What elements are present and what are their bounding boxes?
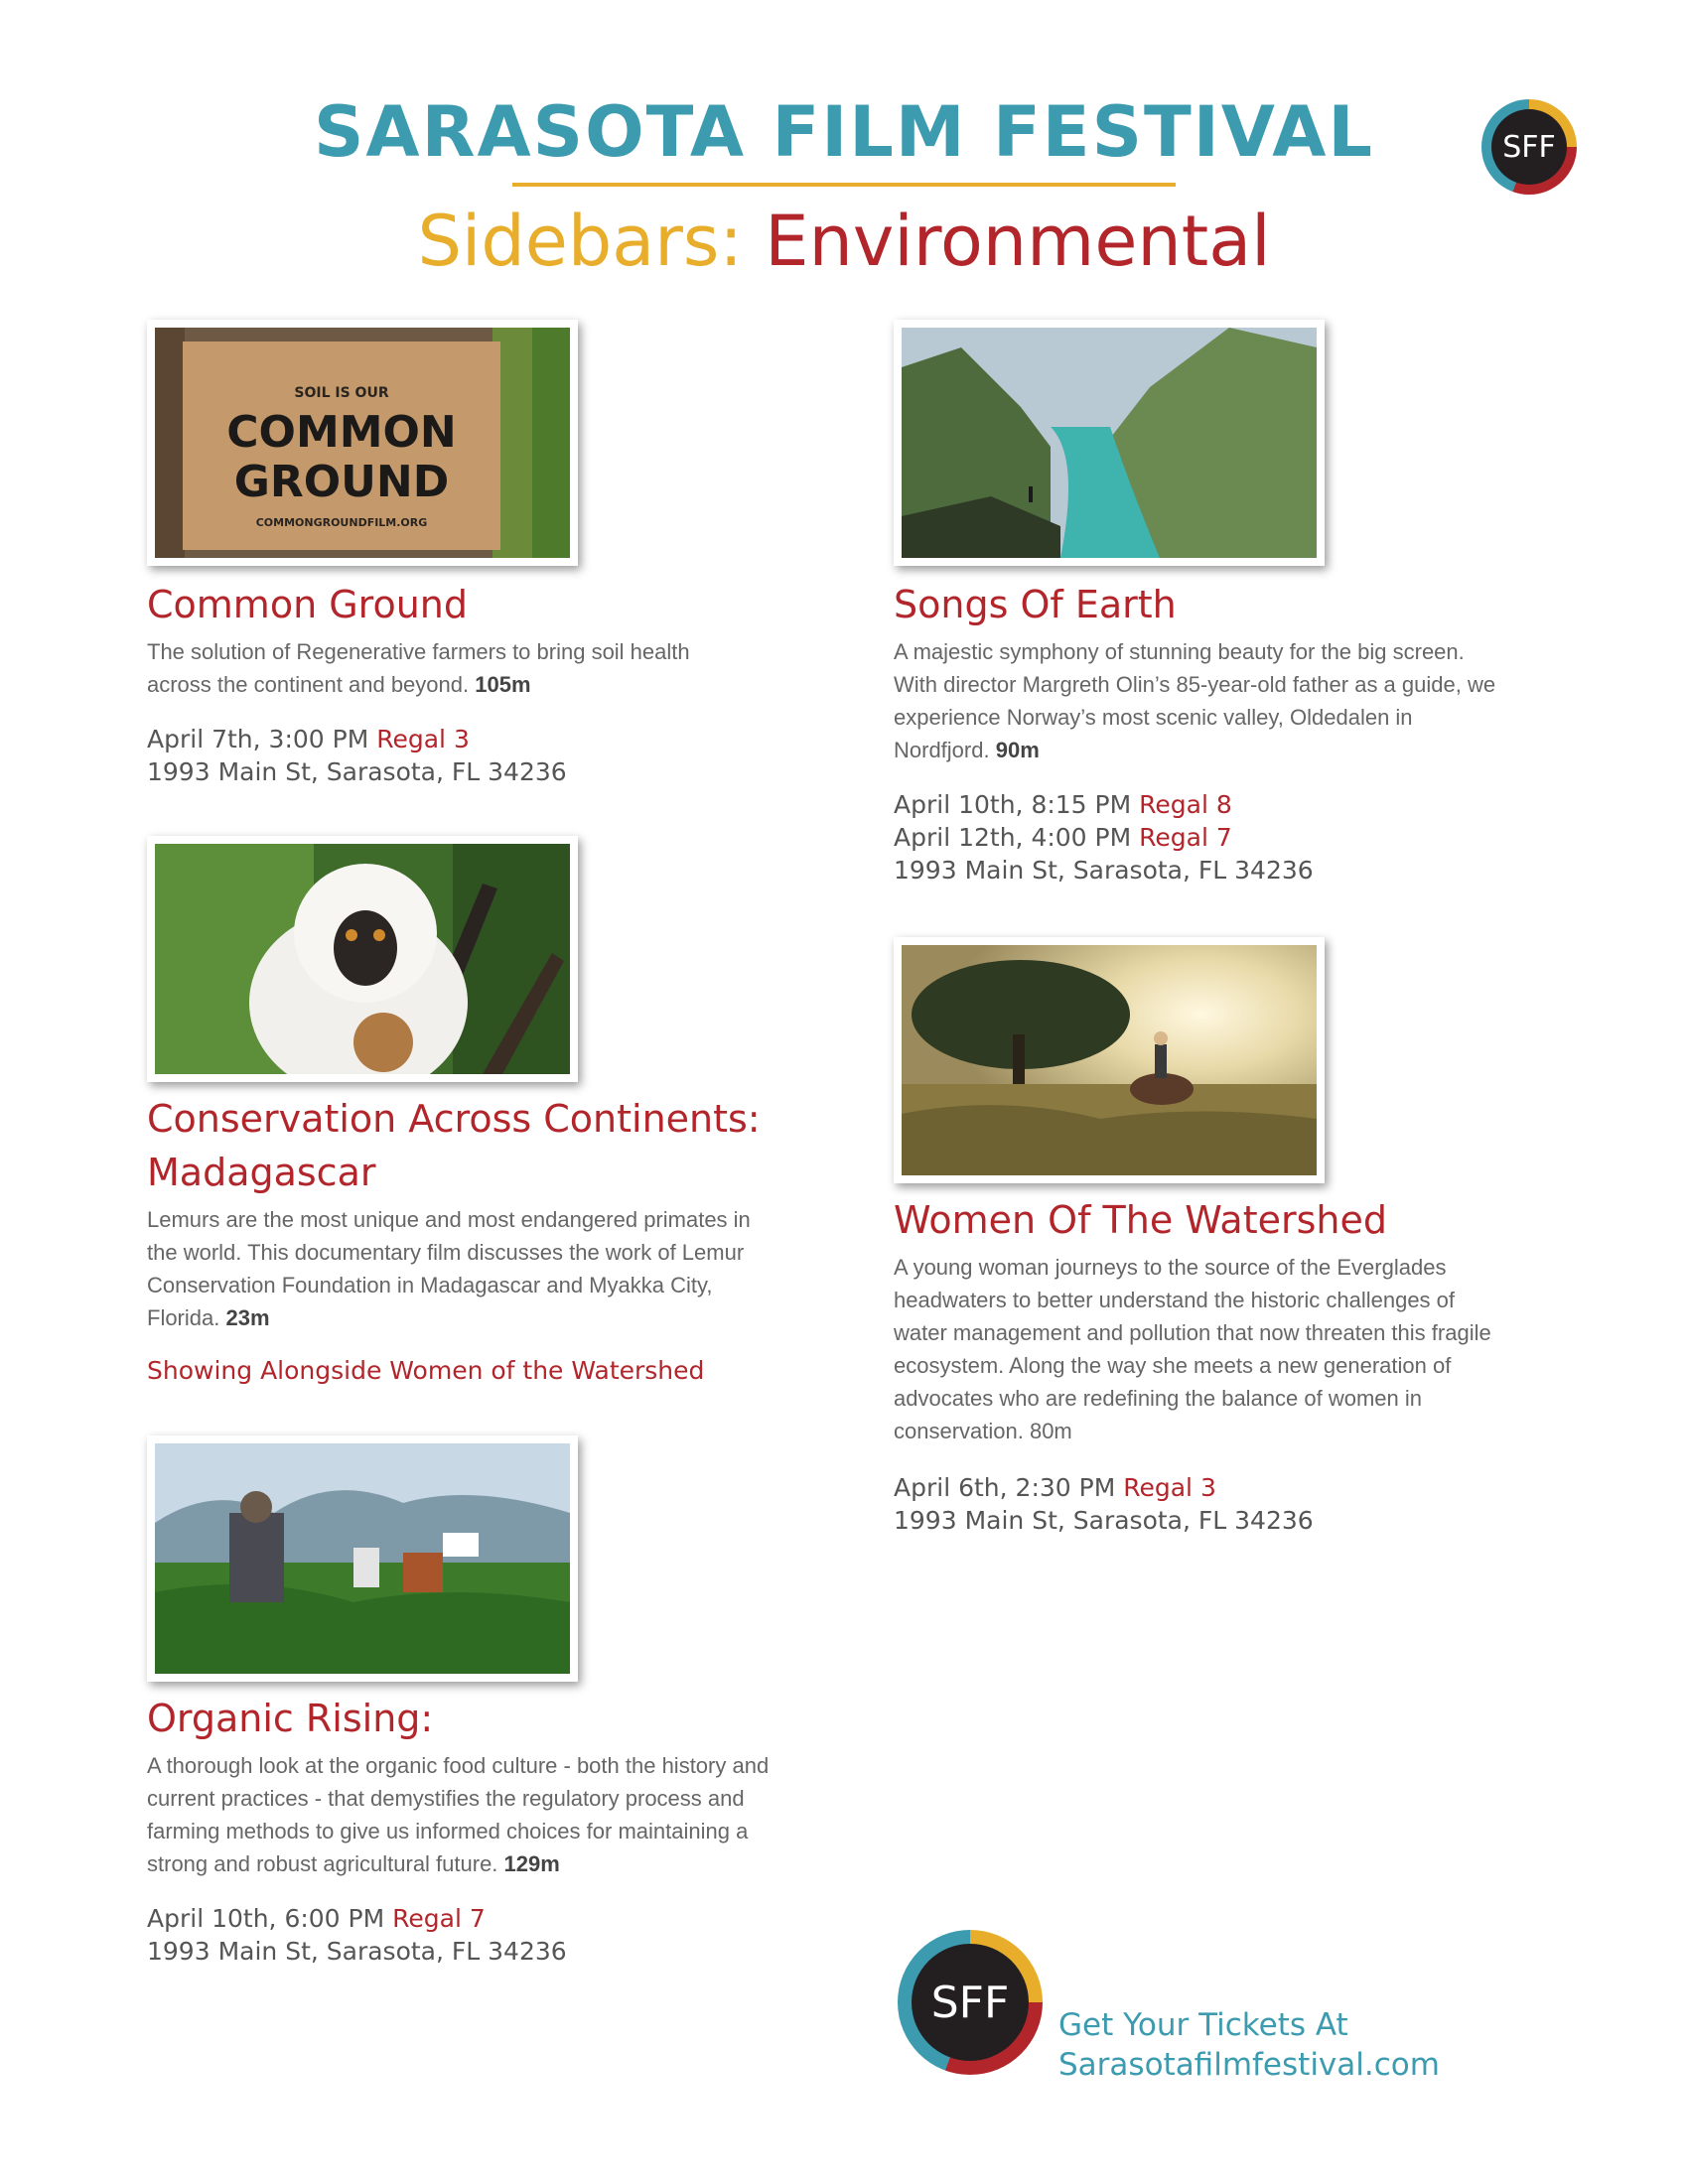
venue: Regal 3: [1123, 1473, 1216, 1502]
women-watershed-title: Women Of The Watershed: [894, 1198, 1387, 1242]
festival-website-link[interactable]: Sarasotafilmfestival.com: [1058, 2047, 1440, 2083]
common-ground-image-line2: GROUND: [233, 457, 450, 507]
lemur-photo: [147, 836, 578, 1082]
address: 1993 Main St, Sarasota, FL 34236: [147, 757, 567, 786]
organic-rising-showtimes: [147, 1902, 567, 1968]
conservation-title-line1: Conservation Across Continents:: [147, 1097, 761, 1141]
logo-text: SFF: [1491, 109, 1567, 185]
conservation-runtime: 23m: [225, 1305, 270, 1330]
conservation-note: Showing Alongside Women of the Watershed: [147, 1356, 705, 1385]
common-ground-description: The solution of Regenerative farmers to bring soil health across the continent and beyond. 105m: [147, 639, 690, 697]
women-watershed-showtimes: [894, 1471, 1314, 1537]
address: 1993 Main St, Sarasota, FL 34236: [894, 856, 1314, 885]
showtime-row: April 10th, 6:00 PM Regal 7: [147, 1904, 486, 1933]
songs-of-earth-runtime: 90m: [995, 738, 1040, 762]
logo-text: SFF: [912, 1944, 1029, 2061]
venue: Regal 8: [1139, 790, 1232, 819]
page-subtitle: [0, 201, 1688, 282]
subtitle-prefix: Sidebars:: [417, 201, 743, 282]
tickets-line1: Get Your Tickets At: [1058, 2007, 1348, 2043]
organic-rising-description: A thorough look at the organic food culture - both the history and current practices - that demystifies the regulatory process and farming methods to give us informed choices for maintaining a strong and robust agricultural future. 129m: [147, 1753, 770, 1876]
venue: Regal 7: [1139, 823, 1232, 852]
organic-rising-title: Organic Rising:: [147, 1697, 434, 1740]
women-watershed-photo: [894, 937, 1325, 1183]
sff-logo-top: [1481, 99, 1577, 195]
organic-rising-photo: [147, 1435, 578, 1682]
common-ground-image-top: SOIL IS OUR: [294, 385, 389, 401]
address: 1993 Main St, Sarasota, FL 34236: [894, 1506, 1314, 1535]
common-ground-runtime: 105m: [475, 672, 531, 697]
subtitle-topic: Environmental: [765, 201, 1271, 282]
songs-of-earth-photo: [894, 320, 1325, 566]
common-ground-photo: [147, 320, 578, 566]
showtime-row: April 7th, 3:00 PM Regal 3: [147, 725, 470, 753]
venue: Regal 3: [376, 725, 470, 753]
women-watershed-description: A young woman journeys to the source of the Everglades headwaters to better understand the historic challenges of water management and pollution that now threaten this fragile ecosystem. Along the way she meets a new generation of advocates who are redefining the balance of women in conservation. 80m: [894, 1255, 1491, 1443]
showtime-row: April 6th, 2:30 PM Regal 3: [894, 1473, 1216, 1502]
tickets-callout: [1058, 2005, 1440, 2085]
songs-of-earth-title: Songs Of Earth: [894, 583, 1177, 626]
songs-of-earth-description: A majestic symphony of stunning beauty for the big screen. With director Margreth Olin’s 85-year-old father as a guide, we experience Norway’s most scenic valley, Oldedalen in Nordfjord. 90m: [894, 639, 1496, 762]
common-ground-image-line1: COMMON: [226, 407, 457, 458]
conservation-description: Lemurs are the most unique and most endangered primates in the world. This documentary film discusses the work of Lemur Conservation Foundation in Madagascar and Myakka City, Florida. 23m: [147, 1207, 751, 1330]
conservation-title: [147, 1092, 761, 1199]
page-title: SARASOTA FILM FESTIVAL: [314, 91, 1374, 173]
common-ground-image-url: COMMONGROUNDFILM.ORG: [255, 516, 428, 529]
title-divider: [512, 183, 1176, 187]
common-ground-showtimes: [147, 723, 567, 788]
showtime-row: April 12th, 4:00 PM Regal 7: [894, 823, 1232, 852]
showtime-row: April 10th, 8:15 PM Regal 8: [894, 790, 1232, 819]
songs-of-earth-showtimes: [894, 788, 1314, 887]
conservation-title-line2: Madagascar: [147, 1151, 376, 1194]
venue: Regal 7: [392, 1904, 486, 1933]
address: 1993 Main St, Sarasota, FL 34236: [147, 1937, 567, 1966]
organic-rising-runtime: 129m: [503, 1851, 560, 1876]
sff-logo-footer: [898, 1930, 1043, 2075]
common-ground-title: Common Ground: [147, 583, 468, 626]
